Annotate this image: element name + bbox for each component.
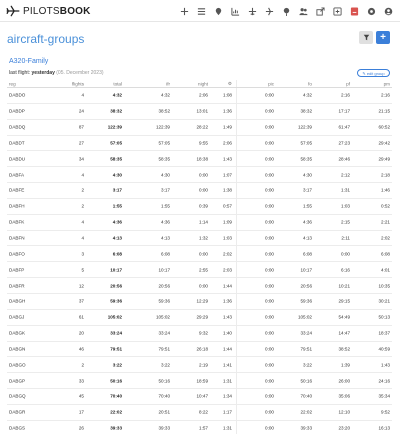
cell-ext: 1:08	[223, 92, 232, 98]
cell-reg[interactable]: DABGO	[9, 362, 26, 368]
cell-total: 105:02	[107, 314, 122, 320]
cell-ifr: 20:51	[158, 409, 170, 415]
header-pm[interactable]: pm	[383, 81, 390, 86]
cell-ext: 1:07	[223, 172, 232, 178]
table-row[interactable]	[7, 373, 392, 389]
cell-ifr: 58:35	[158, 156, 170, 162]
last-flight-value: yesterday	[31, 70, 55, 76]
nav-icons	[175, 4, 396, 18]
cell-total: 20:56	[110, 283, 122, 289]
cell-fo: 50:16	[300, 378, 312, 384]
cell-reg[interactable]: DABGN	[9, 346, 26, 352]
cell-total: 3:22	[112, 362, 122, 368]
cell-ifr: 38:52	[158, 108, 170, 114]
cell-total: 4:30	[112, 172, 122, 178]
cell-total: 50:16	[110, 378, 122, 384]
cell-ifr: 20:56	[158, 283, 170, 289]
cell-night: 9:32	[199, 330, 208, 336]
cell-pf: 35:06	[338, 393, 350, 399]
cell-ext: 1:44	[223, 283, 232, 289]
cell-ifr: 4:36	[161, 219, 170, 225]
cell-pm: 60:52	[378, 124, 390, 130]
cell-pm: 10:35	[378, 283, 390, 289]
cell-reg[interactable]: DABGP	[9, 378, 26, 384]
filter-button[interactable]	[359, 31, 373, 44]
cell-pic: 0:00	[265, 362, 274, 368]
cell-fo: 1:55	[303, 203, 312, 209]
table-row[interactable]	[7, 215, 392, 231]
cell-fo: 4:36	[303, 219, 312, 225]
cell-total: 4:32	[112, 92, 122, 98]
cell-pic: 0:00	[265, 235, 274, 241]
cell-pic: 0:00	[265, 378, 274, 384]
brand-text: PILOTSBOOK	[23, 5, 91, 17]
cell-reg[interactable]: DABDT	[9, 140, 25, 146]
cell-night: 9:55	[199, 140, 208, 146]
header-ifr[interactable]: ifr	[166, 81, 170, 86]
cell-flights: 5	[81, 267, 84, 273]
cell-ext: 2:03	[223, 267, 232, 273]
last-flight-info	[9, 70, 104, 76]
cell-fo: 4:30	[303, 172, 312, 178]
aircraft-table	[7, 80, 392, 434]
header-pic[interactable]: pic	[268, 81, 274, 86]
settings-icon[interactable]	[363, 4, 379, 18]
table-row[interactable]	[7, 151, 392, 167]
cell-ext: 1:41	[223, 362, 232, 368]
cell-ext: 1:09	[223, 219, 232, 225]
cell-flights: 37	[78, 298, 84, 304]
table-row[interactable]	[7, 104, 392, 120]
cell-fo: 105:02	[297, 314, 312, 320]
cell-fo: 57:05	[300, 140, 312, 146]
cell-pic: 0:00	[265, 314, 274, 320]
cell-ext: 1:40	[223, 330, 232, 336]
cell-ifr: 59:36	[158, 298, 170, 304]
cell-reg[interactable]: DABFN	[9, 235, 25, 241]
header-fo[interactable]: fo	[308, 81, 312, 86]
table-row[interactable]	[7, 183, 392, 199]
last-flight-date: (05. December 2023)	[56, 70, 104, 76]
cell-flights: 3	[81, 251, 84, 257]
cell-reg[interactable]: DABFH	[9, 203, 25, 209]
cell-pf: 2:12	[341, 172, 350, 178]
cell-ifr: 57:05	[158, 140, 170, 146]
cell-ifr: 122:39	[155, 124, 170, 130]
cell-total: 22:02	[110, 409, 122, 415]
cell-pm: 16:13	[378, 425, 390, 431]
cell-pf: 2:11	[341, 235, 350, 241]
cell-fo: 4:13	[303, 235, 312, 241]
cell-ext: 1:44	[223, 346, 232, 352]
cell-pic: 0:00	[265, 140, 274, 146]
cell-ext: 0:57	[223, 203, 232, 209]
cell-ext: 1:34	[223, 393, 232, 399]
table-row[interactable]	[7, 310, 392, 326]
cell-total: 59:36	[110, 298, 122, 304]
cell-night: 2:06	[199, 92, 208, 98]
cell-total: 1:55	[112, 203, 122, 209]
pilotsbook-logo[interactable]	[6, 4, 91, 18]
cell-night: 12:29	[196, 298, 208, 304]
header-flights[interactable]: flights	[71, 81, 84, 86]
cell-fo: 38:32	[300, 108, 312, 114]
cell-night: 28:22	[196, 124, 208, 130]
cell-ext: 2:06	[223, 140, 232, 146]
cell-ifr: 33:24	[158, 330, 170, 336]
header-total[interactable]: total	[113, 81, 122, 86]
cell-flights: 46	[78, 346, 84, 352]
cell-ext: 1:03	[223, 235, 232, 241]
filter-icon	[363, 34, 370, 41]
cell-reg[interactable]: DABFA	[9, 172, 25, 178]
cell-flights: 2	[81, 203, 84, 209]
header-reg[interactable]: reg	[9, 81, 16, 86]
cell-fo: 79:51	[300, 346, 312, 352]
cell-night: 2:19	[199, 362, 208, 368]
cell-flights: 17	[78, 409, 84, 415]
cell-pm: 4:01	[381, 267, 390, 273]
cell-flights: 2	[81, 362, 84, 368]
cell-night: 29:29	[196, 314, 208, 320]
cell-ext: 2:02	[223, 251, 232, 257]
cell-flights: 26	[78, 425, 84, 431]
cell-fo: 58:35	[300, 156, 312, 162]
cell-pic: 0:00	[265, 409, 274, 415]
cell-pf: 6:16	[341, 267, 350, 273]
cell-pf: 10:21	[338, 283, 350, 289]
cell-fo: 59:36	[300, 298, 312, 304]
table-row[interactable]	[7, 231, 392, 247]
cell-total: 4:13	[112, 235, 122, 241]
stats-icon[interactable]	[227, 4, 243, 18]
cell-pm: 9:52	[381, 409, 390, 415]
table-row[interactable]	[7, 136, 392, 152]
cell-pm: 50:13	[378, 314, 390, 320]
cell-pic: 0:00	[265, 156, 274, 162]
cell-pic: 0:00	[265, 172, 274, 178]
cell-reg[interactable]: DABGR	[9, 409, 26, 415]
cell-reg[interactable]: DABFK	[9, 219, 25, 225]
cell-pic: 0:00	[265, 108, 274, 114]
table-row[interactable]	[7, 120, 392, 136]
pdf-icon[interactable]	[346, 4, 362, 18]
cell-reg[interactable]: DABFE	[9, 187, 25, 193]
edit-icon: ✎	[362, 70, 367, 76]
cell-pic: 0:00	[265, 298, 274, 304]
top-navbar	[0, 0, 400, 22]
cell-reg[interactable]: DABGH	[9, 298, 26, 304]
cell-total: 6:08	[112, 251, 122, 257]
page-title: aircraft-groups	[7, 32, 85, 46]
cell-night: 18:38	[196, 156, 208, 162]
add-group-button[interactable]	[376, 31, 390, 44]
plane-logo-icon	[6, 5, 20, 17]
cell-ifr: 39:33	[158, 425, 170, 431]
table-row[interactable]	[7, 421, 392, 434]
cell-ext: 1:43	[223, 156, 232, 162]
cell-pm: 2:16	[381, 92, 390, 98]
cell-pic: 0:00	[265, 187, 274, 193]
cell-ifr: 4:13	[161, 235, 170, 241]
people-icon[interactable]	[295, 4, 311, 18]
cell-fo: 3:17	[303, 187, 312, 193]
table-row[interactable]	[7, 405, 392, 421]
copy-icon[interactable]	[329, 4, 345, 18]
cell-ifr: 1:55	[161, 203, 170, 209]
cell-flights: 45	[78, 393, 84, 399]
table-row[interactable]	[7, 389, 392, 405]
cell-pic: 0:00	[265, 124, 274, 130]
cell-pm: 2:18	[381, 172, 390, 178]
cell-reg[interactable]: DABGQ	[9, 393, 26, 399]
cell-total: 57:05	[110, 140, 122, 146]
cell-pf: 1:31	[341, 187, 350, 193]
cell-fo: 70:40	[300, 393, 312, 399]
cell-ext: 1:49	[223, 124, 232, 130]
table-row[interactable]	[7, 342, 392, 358]
cell-fo: 39:33	[300, 425, 312, 431]
edit-group-button[interactable]: ✎ edit group	[357, 69, 390, 77]
pin-icon[interactable]	[278, 4, 294, 18]
cell-night: 10:47	[196, 393, 208, 399]
table-row[interactable]	[7, 262, 392, 278]
cell-pf: 14:47	[338, 330, 350, 336]
cell-pic: 0:00	[265, 267, 274, 273]
cell-total: 10:17	[110, 267, 122, 273]
cell-pm: 2:02	[381, 235, 390, 241]
table-row[interactable]	[7, 278, 392, 294]
cell-reg[interactable]: DABGK	[9, 330, 26, 336]
cell-night: 18:59	[196, 378, 208, 384]
cell-fo: 122:39	[297, 124, 312, 130]
cell-night: 26:18	[196, 346, 208, 352]
cell-pm: 21:15	[378, 108, 390, 114]
export-icon[interactable]	[312, 4, 328, 18]
cell-night: 8:22	[199, 409, 208, 415]
table-row[interactable]	[7, 357, 392, 373]
cell-pf: 1:39	[341, 362, 350, 368]
table-row[interactable]	[7, 246, 392, 262]
cell-night: 1:32	[199, 235, 208, 241]
cell-ifr: 10:17	[158, 267, 170, 273]
cell-pf: 61:47	[338, 124, 350, 130]
cell-night: 1:57	[199, 425, 208, 431]
cell-pm: 1:43	[381, 362, 390, 368]
cell-reg[interactable]: DABDQ	[9, 124, 26, 130]
cell-fo: 4:32	[303, 92, 312, 98]
list-icon[interactable]	[193, 4, 209, 18]
cell-flights: 87	[78, 124, 84, 130]
cell-night: 0:00	[199, 283, 208, 289]
cell-fo: 3:22	[303, 362, 312, 368]
cell-reg[interactable]: DABDU	[9, 156, 26, 162]
cell-pic: 0:00	[265, 219, 274, 225]
cell-pm: 6:08	[381, 251, 390, 257]
cell-pic: 0:00	[265, 203, 274, 209]
cell-ext: 1:17	[223, 409, 232, 415]
cell-pf: 23:20	[338, 425, 350, 431]
cell-reg[interactable]: DABFR	[9, 283, 25, 289]
cell-pf: 12:10	[338, 409, 350, 415]
cell-ifr: 4:30	[161, 172, 170, 178]
cell-ext: 1:43	[223, 314, 232, 320]
cell-ifr: 6:08	[161, 251, 170, 257]
cell-pm: 40:59	[378, 346, 390, 352]
cell-pm: 18:37	[378, 330, 390, 336]
cell-reg[interactable]: DABGJ	[9, 314, 25, 320]
cell-pf: 28:46	[338, 156, 350, 162]
cell-flights: 61	[78, 314, 84, 320]
cell-ifr: 70:40	[158, 393, 170, 399]
cell-pic: 0:00	[265, 330, 274, 336]
cell-pm: 30:21	[378, 298, 390, 304]
plus-icon[interactable]	[176, 4, 192, 18]
cell-reg[interactable]: DABGS	[9, 425, 26, 431]
cell-ifr: 105:02	[155, 314, 170, 320]
cell-pm: 0:52	[381, 203, 390, 209]
cell-flights: 4	[81, 92, 84, 98]
cell-total: 4:36	[112, 219, 122, 225]
cell-flights: 20	[78, 330, 84, 336]
cell-ifr: 3:17	[161, 187, 170, 193]
cell-reg[interactable]: DABDP	[9, 108, 25, 114]
user-icon[interactable]	[380, 4, 396, 18]
cell-pic: 0:00	[265, 92, 274, 98]
cell-pic: 0:00	[265, 393, 274, 399]
cell-total: 39:33	[110, 425, 122, 431]
cell-pf: 2:16	[341, 92, 350, 98]
last-flight-label: last flight:	[9, 70, 31, 76]
cell-night: 1:14	[199, 219, 208, 225]
cell-flights: 4	[81, 235, 84, 241]
cell-total: 3:17	[112, 187, 122, 193]
cell-reg[interactable]: DABFP	[9, 267, 25, 273]
cell-ext: 1:36	[223, 298, 232, 304]
header-pf[interactable]: pf	[346, 81, 350, 86]
cell-night: 0:00	[199, 187, 208, 193]
cell-pm: 29:42	[378, 140, 390, 146]
cell-ext: 1:31	[223, 425, 232, 431]
cell-pf: 27:23	[338, 140, 350, 146]
cell-pic: 0:00	[265, 425, 274, 431]
cell-fo: 22:02	[300, 409, 312, 415]
cell-pic: 0:00	[265, 346, 274, 352]
cell-ifr: 79:51	[158, 346, 170, 352]
cell-night: 2:55	[199, 267, 208, 273]
cell-total: 70:40	[110, 393, 122, 399]
cell-total: 33:24	[110, 330, 122, 336]
cell-flights: 24	[78, 108, 84, 114]
cell-pf: 38:52	[338, 346, 350, 352]
cell-fo: 33:24	[300, 330, 312, 336]
plane-right-icon[interactable]	[261, 4, 277, 18]
cell-total: 122:39	[107, 124, 122, 130]
cell-pm: 29:49	[378, 156, 390, 162]
cell-pf: 1:03	[341, 203, 350, 209]
table-body	[7, 88, 392, 434]
cell-flights: 12	[78, 283, 84, 289]
cell-ext: 1:36	[223, 108, 232, 114]
cell-pf: 26:00	[338, 378, 350, 384]
cell-flights: 4	[81, 172, 84, 178]
cell-total: 38:32	[110, 108, 122, 114]
cell-pic: 0:00	[265, 283, 274, 289]
cell-flights: 27	[78, 140, 84, 146]
cell-ext: 1:31	[223, 378, 232, 384]
cell-flights: 2	[81, 187, 84, 193]
cell-ext: 1:38	[223, 187, 232, 193]
table-row[interactable]	[7, 326, 392, 342]
cell-ifr: 50:16	[158, 378, 170, 384]
table-row[interactable]	[7, 167, 392, 183]
cell-total: 58:35	[110, 156, 122, 162]
cell-total: 79:51	[110, 346, 122, 352]
table-row[interactable]	[7, 294, 392, 310]
cell-fo: 20:56	[300, 283, 312, 289]
cell-pf: 2:15	[341, 219, 350, 225]
cell-pm: 35:34	[378, 393, 390, 399]
cell-reg[interactable]: DABDO	[9, 92, 26, 98]
cell-pf: 0:00	[341, 251, 350, 257]
cell-fo: 10:17	[300, 267, 312, 273]
cell-night: 0:00	[199, 172, 208, 178]
cell-reg[interactable]: DABFO	[9, 251, 25, 257]
header-night[interactable]: night	[198, 81, 208, 86]
cell-flights: 34	[78, 156, 84, 162]
header-ext-icon[interactable]: ⚙	[227, 80, 232, 86]
cell-pm: 1:46	[381, 187, 390, 193]
cell-pf: 54:49	[338, 314, 350, 320]
cell-ifr: 3:22	[161, 362, 170, 368]
cell-pm: 24:16	[378, 378, 390, 384]
cell-night: 13:01	[196, 108, 208, 114]
plane-icon[interactable]	[244, 4, 260, 18]
plus-icon: +	[380, 31, 386, 43]
cell-pm: 2:21	[381, 219, 390, 225]
cell-fo: 6:08	[303, 251, 312, 257]
cell-pf: 17:17	[338, 108, 350, 114]
table-row[interactable]	[7, 88, 392, 104]
cell-pic: 0:00	[265, 251, 274, 257]
cell-night: 0:39	[199, 203, 208, 209]
cell-ifr: 4:32	[161, 92, 170, 98]
cell-night: 0:00	[199, 251, 208, 257]
cell-flights: 33	[78, 378, 84, 384]
table-row[interactable]	[7, 199, 392, 215]
tag-icon[interactable]	[210, 4, 226, 18]
table-header	[7, 80, 392, 88]
group-name[interactable]: A320-Family	[9, 58, 49, 65]
cell-pf: 29:15	[338, 298, 350, 304]
cell-flights: 4	[81, 219, 84, 225]
